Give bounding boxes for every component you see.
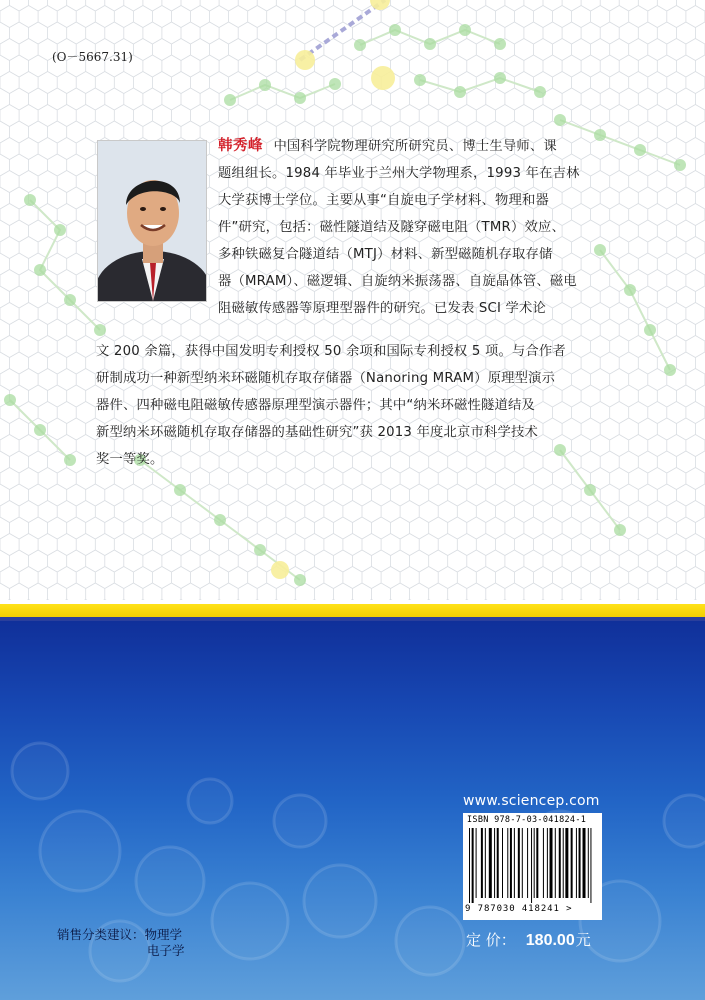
barcode-bar [531,828,532,903]
author-name: 韩秀峰 [218,138,263,154]
molecule-node [64,294,76,306]
barcode-bar [476,828,477,898]
atom-node [271,561,289,579]
molecule-node [554,444,566,456]
molecule-node [294,92,306,104]
barcode-digits: 9 787030 418241 > [465,904,573,914]
molecule-node [594,129,606,141]
barcode-bar [555,828,556,898]
molecule-node [424,38,436,50]
price-prefix: 定 价： [466,931,516,949]
molecule-node [594,244,606,256]
bio-line-10: 器件、四种磁电阻磁敏传感器原理型演示器件；其中“纳米环磁性隧道结及 [96,398,535,413]
barcode-bar [507,828,508,898]
classification-code: (O－5667.31) [52,50,133,64]
molecule-node [4,394,16,406]
molecule-chain [230,84,335,100]
barcode-bar [497,828,499,898]
bio-line-1 [218,138,557,155]
molecule-node [414,74,426,86]
molecule-node [454,86,466,98]
barcode-bar [550,828,553,898]
molecule-node [174,484,186,496]
molecule-node [214,514,226,526]
barcode-bar [494,828,495,898]
bio-line-11: 新型纳米环磁随机存取存储器的基础性研究”获 2013 年度北京市科学技术 [96,425,538,440]
molecule-node [624,284,636,296]
barcode-bar [536,828,538,898]
molecule-chain [600,250,670,370]
molecule-node [644,324,656,336]
molecule-node [34,264,46,276]
price-value: 180.00 [525,932,575,949]
bio-line-4: 件”研究，包括：磁性隧道结及隧穿磁电阻（TMR）效应、 [218,220,565,235]
coin-pattern-background [0,621,705,1000]
barcode-bar [543,828,544,898]
barcode-bar [534,828,535,898]
molecule-node [674,159,686,171]
barcode-bar [510,828,512,898]
bio-line-2: 题组组长。1984 年毕业于兰州大学物理系，1993 年在吉林 [218,166,580,181]
barcode-bar [588,828,589,898]
coin-ring [664,795,705,847]
molecule-node [534,86,546,98]
bio-line-3: 大学获博士学位。主要从事“自旋电子学材料、物理和器 [218,193,550,208]
molecule-node [554,114,566,126]
molecule-node [494,38,506,50]
molecule-node [614,524,626,536]
molecule-node [64,454,76,466]
bio-line-7: 阻磁敏传感器等原理型器件的研究。已发表 SCI 学术论 [218,301,547,316]
author-photo [97,140,207,302]
barcode-bar [469,828,470,903]
barcode-bar [563,828,564,898]
isbn-label: ISBN 978-7-03-041824-1 [467,815,587,825]
molecule-node [54,224,66,236]
molecule-node [34,424,46,436]
molecule-node [664,364,676,376]
barcode-bar [514,828,515,898]
bio-line-12: 奖一等奖。 [96,452,164,467]
bio-line-6: 器（MRAM）、磁逻辑、自旋纳米振荡器、自旋晶体管、磁电 [218,274,577,289]
barcode-icon [469,828,596,903]
barcode-bar [576,828,577,898]
barcode-bar [472,828,474,903]
coin-ring [212,883,288,959]
coin-ring [188,779,232,823]
barcode-bar [571,828,573,898]
coin-ring [396,907,464,975]
barcode-bar [522,828,523,898]
author-portrait-icon [98,141,207,302]
bio-line-5: 多种铁磁复合隧道结（MTJ）材料、新型磁随机存取存储 [218,247,553,262]
molecule-node [494,72,506,84]
sales-category-label: 销售分类建议：物理学 [57,927,183,942]
molecule-node [94,324,106,336]
molecule-node [389,24,401,36]
molecule-node [329,78,341,90]
barcode-bar [518,828,520,898]
barcode-bar [489,828,492,898]
sales-category-second: 电子学 [147,943,185,958]
barcode-bar [579,828,581,898]
cover-lower-area [0,621,705,1000]
barcode-bar [481,828,483,898]
molecule-node [634,144,646,156]
barcode-bar [547,828,548,898]
barcode-bar [559,828,561,898]
molecule-node [354,39,366,51]
atom-node [295,50,315,70]
coin-ring [304,865,376,937]
atom-node [371,66,395,90]
bio-line-9: 研制成功一种新型纳米环磁随机存取存储器（Nanoring MRAM）原理型演示 [96,371,556,386]
barcode-bar [590,828,591,903]
isbn-barcode-box [463,813,602,920]
coin-ring [40,811,120,891]
molecule-node [254,544,266,556]
coin-ring [136,847,204,915]
publisher-website: www.sciencep.com [463,793,600,809]
barcode-bar [502,828,503,898]
coin-ring [12,743,68,799]
molecule-node [224,94,236,106]
bio-line-8: 文 200 余篇，获得中国发明专利授权 50 余项和国际专利授权 5 项。与合作者 [96,344,566,359]
molecule-node [24,194,36,206]
molecule-chain [560,120,680,165]
atom-node [370,0,390,10]
barcode-bar [527,828,528,898]
barcode-bar [583,828,586,898]
coin-ring [274,795,326,847]
molecule-node [584,484,596,496]
molecule-node [459,24,471,36]
price-unit: 元 [575,931,591,949]
molecule-node [259,79,271,91]
bio-line-1-text: 中国科学院物理研究所研究员、博士生导师、课 [273,139,557,154]
barcode-bar [565,828,568,898]
molecule-node [294,574,306,586]
barcode-bar [485,828,486,898]
yellow-stripe [0,604,705,617]
price-label [466,929,591,950]
